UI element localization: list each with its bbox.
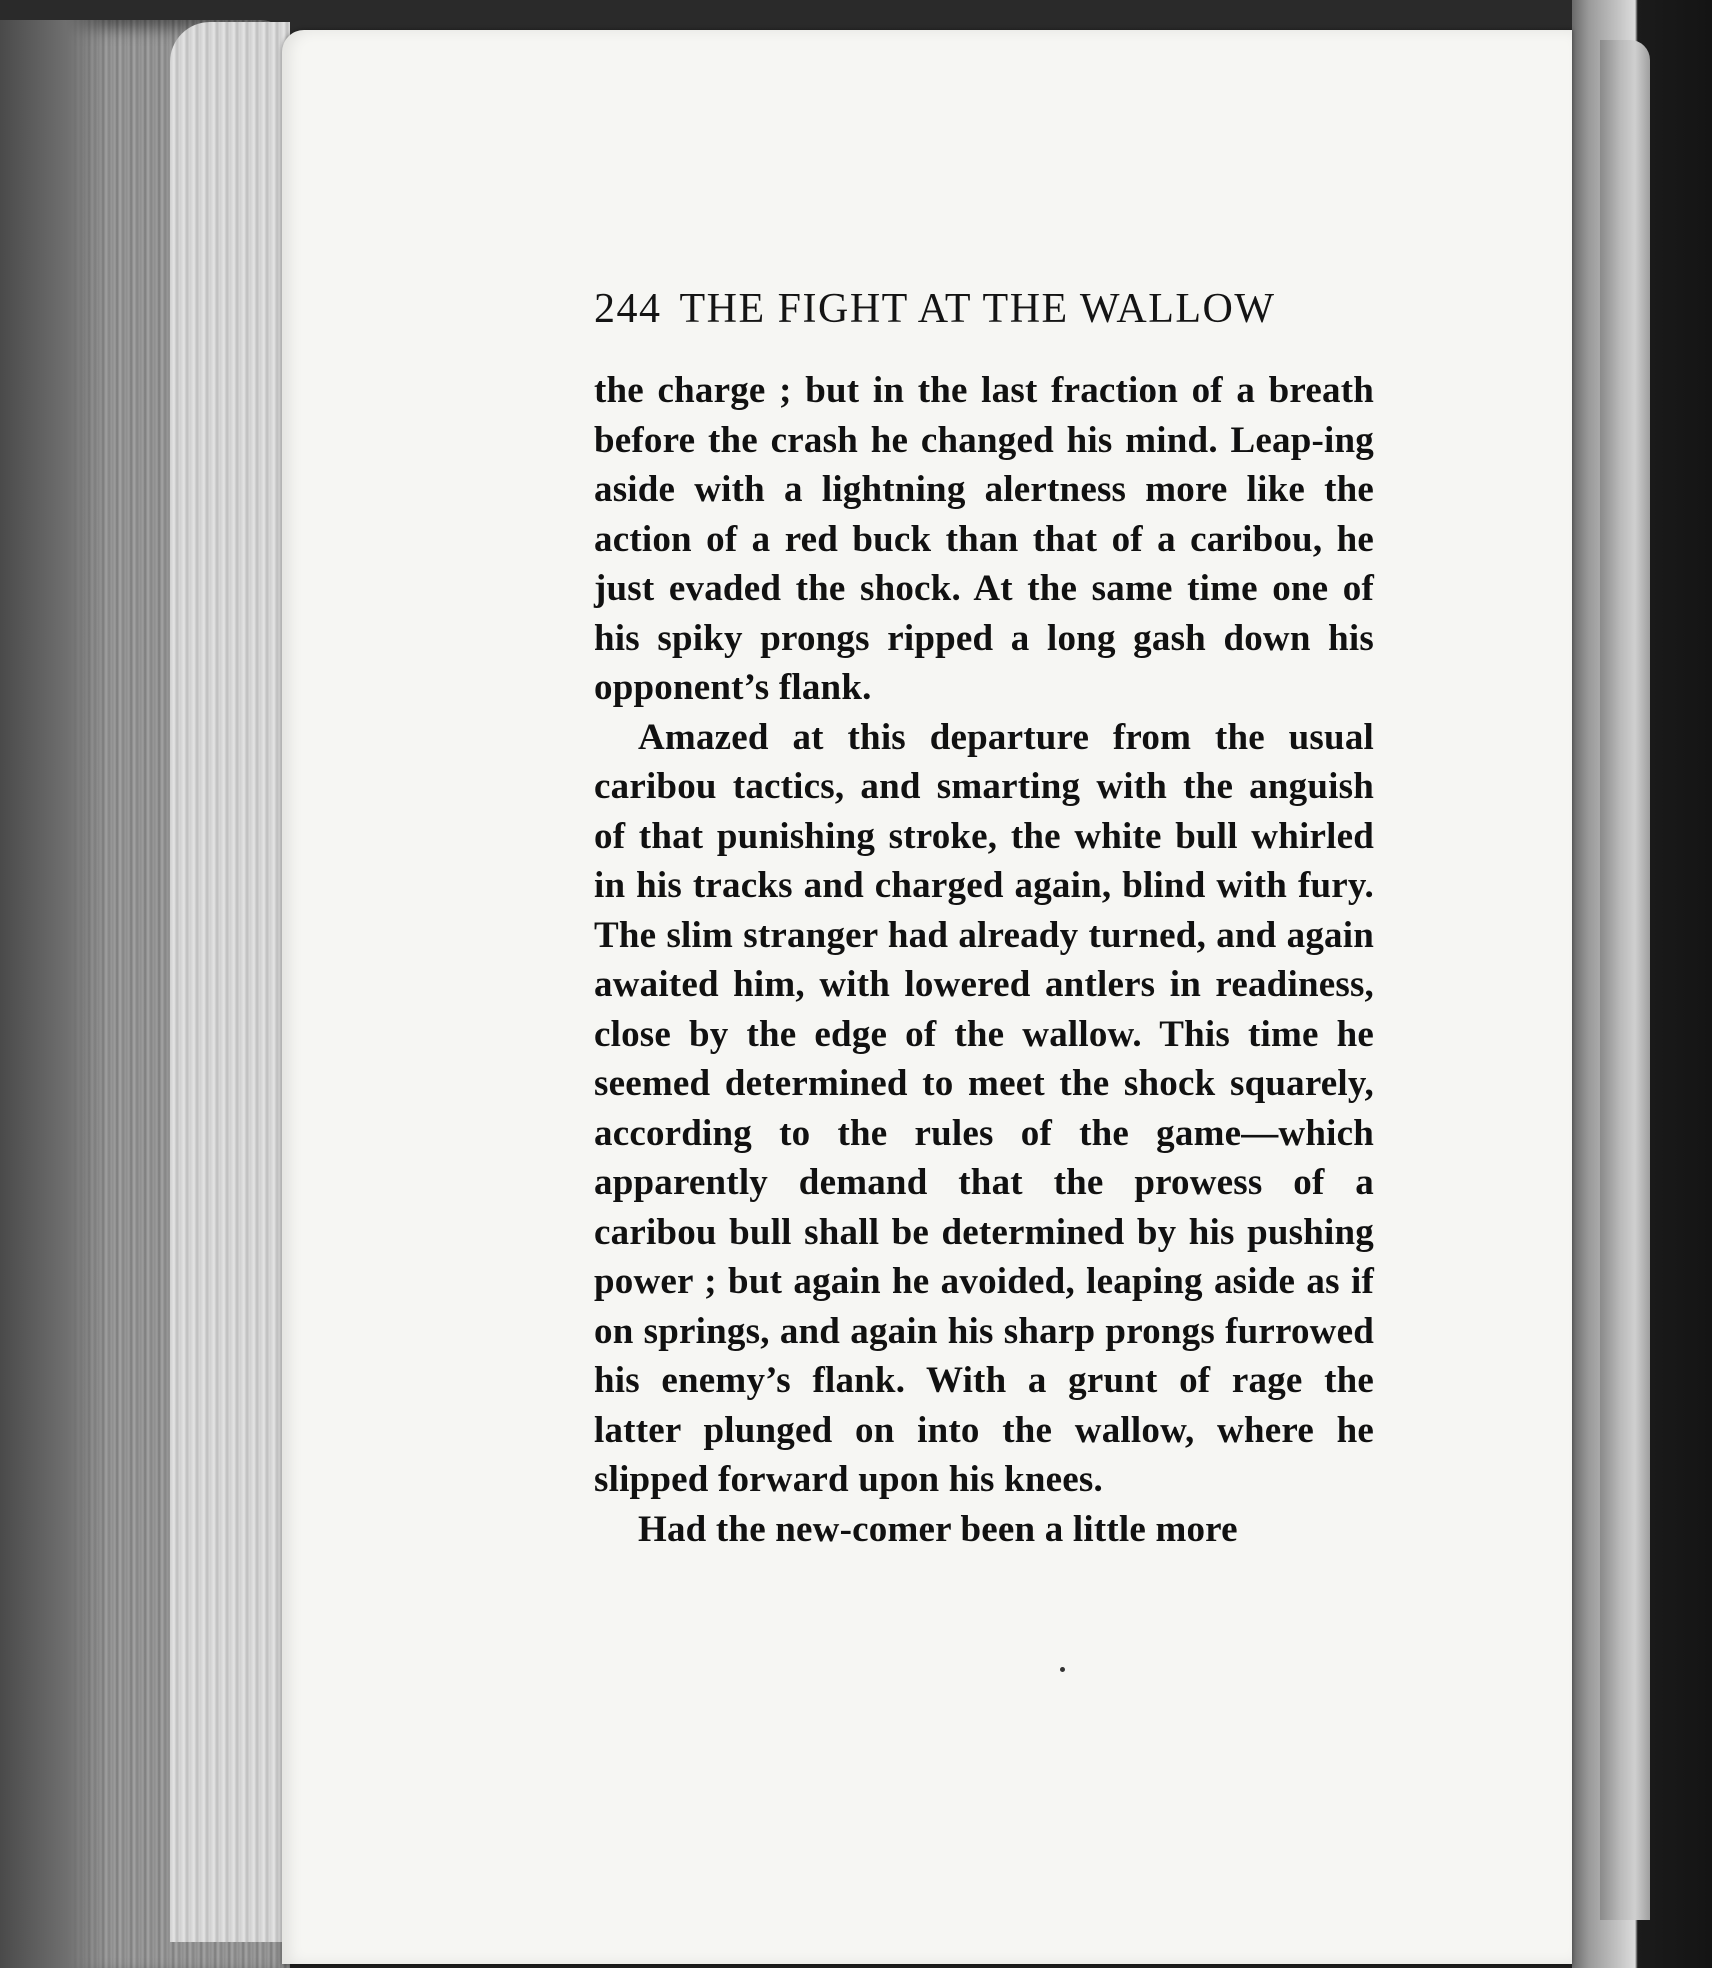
paragraph: Had the new-comer been a little more (638, 1508, 1238, 1550)
paragraph: the charge ; but in the last fraction of a breath before the crash he changed his mind. Leap-ing aside with a lightning alertness more like the action of a red buck than that of a caribou, he just evaded the shock. At the same time one of his spiky prongs ripped a long gash down his opponent’s flank. (594, 370, 1374, 708)
book-page (282, 30, 1572, 1964)
body-text (594, 366, 1374, 1554)
inner-page-edges (170, 22, 290, 1942)
running-head (594, 285, 1624, 333)
running-title: THE FIGHT AT THE WALLOW (679, 286, 1276, 332)
ink-speck (1060, 1667, 1065, 1672)
page-number: 244 (594, 286, 662, 332)
page-stack-shadow (0, 20, 110, 1968)
paragraph: Amazed at this departure from the usual caribou tactics, and smarting with the anguish of that punishing stroke, the white bull whirled in his tracks and charged again, blind with fury. The slim stranger had already turned, and again awaited him, with lowered antlers in readiness, close by the edge of the wallow. This time he seemed determined to meet the shock squarely, according to the rules of the game—which apparently demand that the prowess of a caribou bull shall be determined by his pushing power ; but again he avoided, leaping aside as if on springs, and again his sharp prongs furrowed his enemy’s flank. With a grunt of rage the latter plunged on into the wallow, where he slipped forward upon his knees. (594, 716, 1374, 1500)
